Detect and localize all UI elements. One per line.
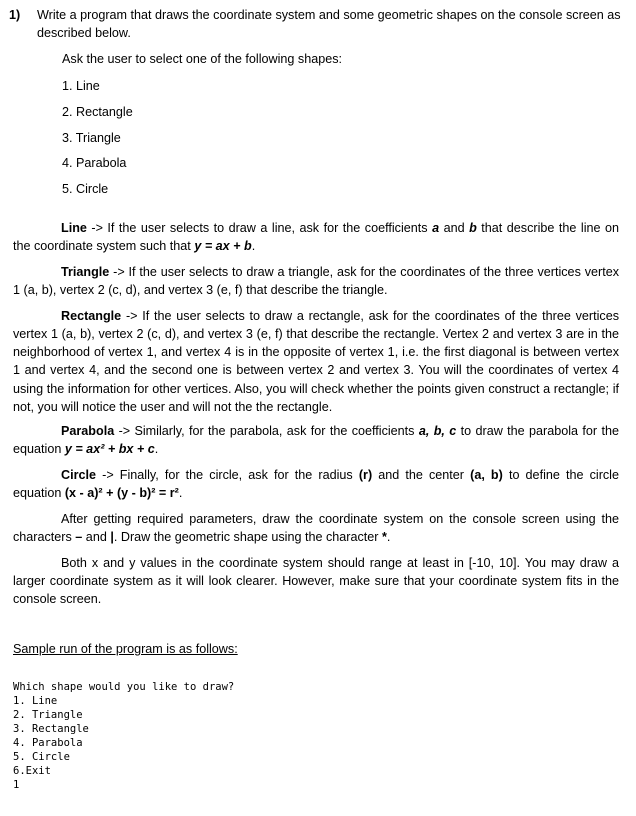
console-line: 6.Exit [13, 765, 51, 777]
line-equation: y = ax + b [194, 238, 252, 253]
parabola-equation: y = ax² + bx + c [64, 441, 155, 456]
rectangle-label: Rectangle [61, 308, 122, 323]
console-line: 1 [13, 779, 20, 791]
line-paragraph: Line -> If the user selects to draw a line, ask for the coefficients a and b that describe the line on the coordinate system such that y = ax + b. [13, 220, 619, 253]
range-paragraph: Both x and y values in the coordinate system should range at least in [-10, 10]. You may draw a larger coordinate system as it will look clearer. However, make sure that your coordinate system fits in the console screen. [13, 555, 619, 607]
option-triangle: 3. Triangle [62, 131, 121, 145]
rectangle-paragraph: Rectangle -> If the user selects to draw a rectangle, ask for the coordinates of the three vertices vertex 1 (a, b), vertex 2 (c, d), and vertex 3 (e, f) that describe the rectangle. Vertex 2 and vertex 3 are in the neighborhood of vertex 1, and vertex 4 is in the opposite of vertex 1, i.e. the first diagonal is between vertex 1 and vertex 4, and the second one is between vertex 2 and vertex 3. You will the coordinates of vertex 4 using the information for other vertices. Also, you will check whether the points given construct a rectangle; if not, you will notice the user and will not the the rectangle. [13, 308, 619, 414]
console-line: 5. Circle [13, 751, 70, 763]
line-label: Line [61, 220, 87, 235]
console-line: Which shape would you like to draw? [13, 681, 235, 693]
triangle-label: Triangle [61, 264, 110, 279]
parabola-paragraph: Parabola -> Similarly, for the parabola, ask for the coefficients a, b, c to draw the parabola for the equation y = ax² + bx + c. [13, 423, 619, 456]
option-rectangle: 2. Rectangle [62, 105, 133, 119]
console-line: 4. Parabola [13, 737, 83, 749]
option-line: 1. Line [62, 79, 100, 93]
circle-equation: (x - a)² + (y - b)² = r² [64, 485, 179, 500]
circle-paragraph: Circle -> Finally, for the circle, ask for the radius (r) and the center (a, b) to define the circle equation (x - a)² + (y - b)² = r². [13, 467, 619, 500]
triangle-paragraph: Triangle -> If the user selects to draw a triangle, ask for the coordinates of the three vertices vertex 1 (a, b), vertex 2 (c, d), and vertex 3 (e, f) that describe the triangle. [13, 264, 619, 297]
drawing-paragraph: After getting required parameters, draw the coordinate system on the console screen using the characters – and |. Draw the geometric shape using the character *. [13, 511, 619, 544]
circle-label: Circle [61, 467, 97, 482]
shape-prompt: Ask the user to select one of the following shapes: [62, 52, 343, 66]
console-line: 2. Triangle [13, 709, 83, 721]
console-output [13, 680, 234, 792]
option-parabola: 4. Parabola [62, 156, 127, 170]
sample-run-heading: Sample run of the program is as follows: [13, 642, 238, 656]
option-circle: 5. Circle [62, 182, 109, 196]
console-line: 3. Rectangle [13, 723, 89, 735]
question-intro: Write a program that draws the coordinate system and some geometric shapes on the console screen as described below. [37, 8, 621, 41]
parabola-label: Parabola [61, 423, 115, 438]
question-number: 1) [9, 8, 21, 22]
console-line: 1. Line [13, 695, 58, 707]
